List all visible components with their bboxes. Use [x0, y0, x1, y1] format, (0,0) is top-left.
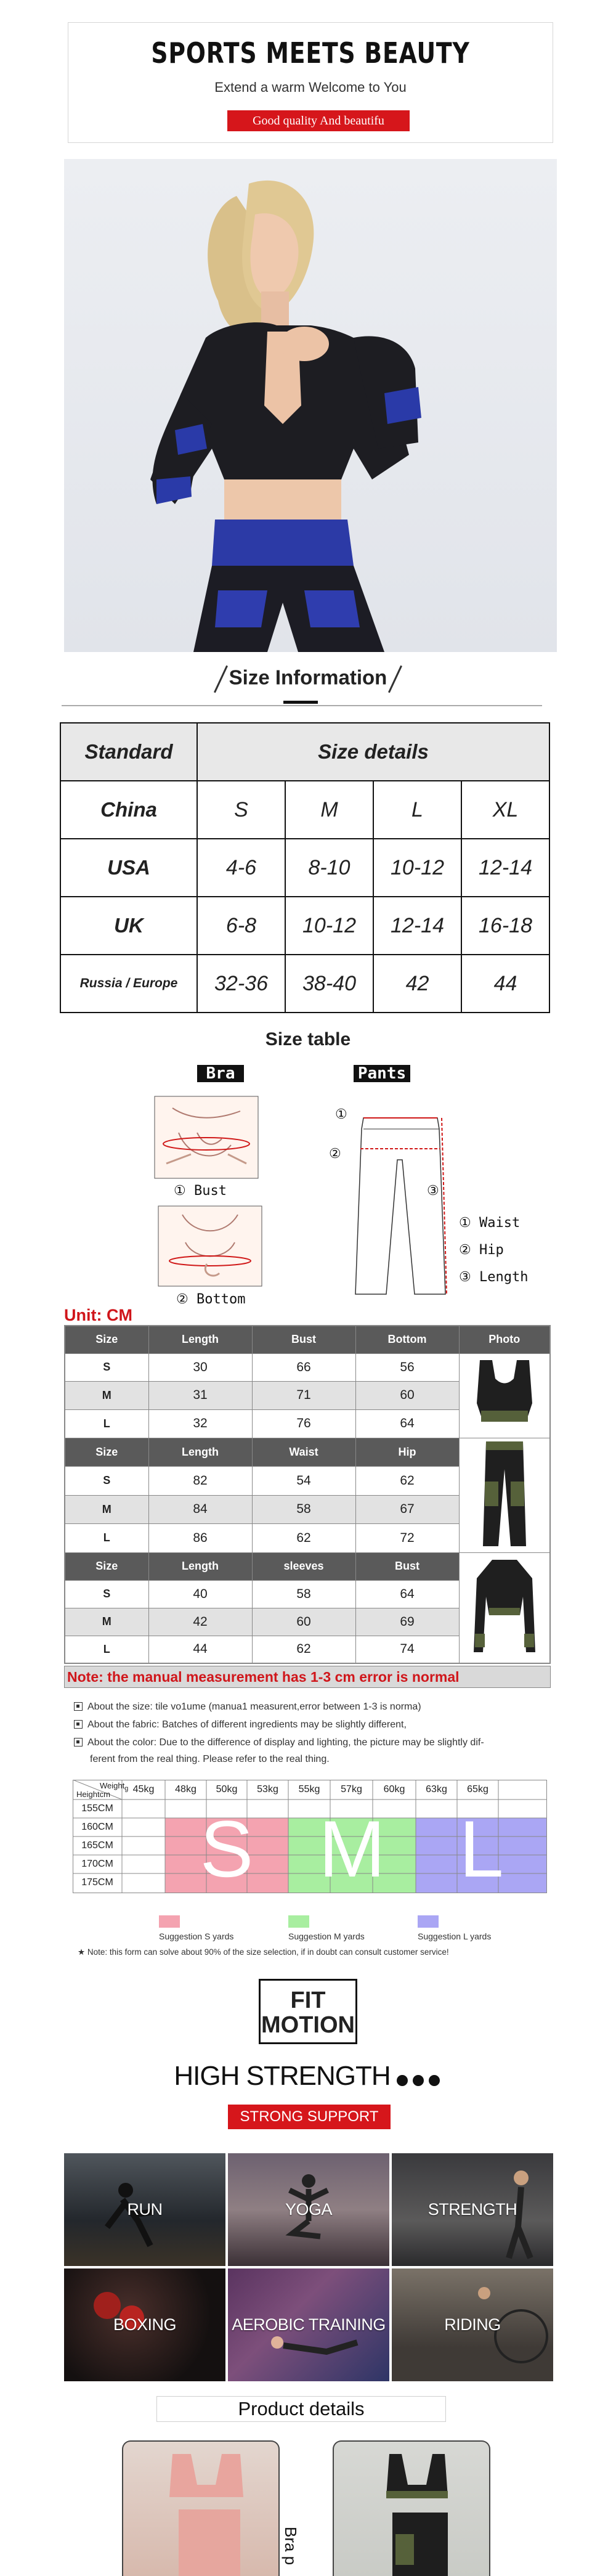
- height-row: 160CM: [81, 1822, 113, 1832]
- activity-tile-run: [64, 2153, 225, 2266]
- title-slash-right: [388, 666, 402, 693]
- size-info-title: [0, 664, 616, 694]
- header-subtitle: Extend a warm Welcome to You: [214, 79, 407, 95]
- table-cell: 12-14: [461, 839, 549, 897]
- weight-col: 60kg: [383, 1784, 405, 1795]
- row-label: China: [60, 781, 197, 839]
- table-cell: 82: [148, 1467, 252, 1496]
- table-cell: M: [285, 781, 373, 839]
- table-cell: M: [65, 1608, 148, 1636]
- table-cell: 42: [373, 955, 461, 1013]
- table-cell: L: [373, 781, 461, 839]
- activity-label: YOGA: [285, 2200, 333, 2219]
- about-fabric: [74, 1717, 407, 1733]
- green-outfit-illustration: [334, 2442, 490, 2576]
- activity-tile-yoga: [228, 2153, 389, 2266]
- table-cell: 30: [148, 1353, 252, 1382]
- table-cell: 56: [355, 1353, 459, 1382]
- hero-product-photo: [64, 159, 557, 652]
- checkbox-icon: [74, 1702, 83, 1711]
- title-underline: [283, 701, 318, 704]
- height-row: 155CM: [81, 1803, 113, 1814]
- weight-col: 55kg: [298, 1784, 320, 1795]
- table-cell: 16-18: [461, 897, 549, 955]
- legend-m-label: Suggestion M yards: [288, 1931, 365, 1941]
- high-strength-title: [0, 2061, 616, 2093]
- table-cell: 86: [148, 1524, 252, 1553]
- fit-motion-line1: FIT: [290, 1987, 326, 2013]
- weight-col: 53kg: [257, 1784, 278, 1795]
- size-m-letter: M: [318, 1804, 386, 1894]
- table-cell: S: [65, 1580, 148, 1608]
- table-cell: M: [65, 1495, 148, 1524]
- activity-label: BOXING: [113, 2315, 177, 2334]
- table-cell: L: [65, 1524, 148, 1553]
- bottom-label: ② Bottom: [176, 1292, 246, 1307]
- table-cell: 12-14: [373, 897, 461, 955]
- table-header: Bottom: [355, 1326, 459, 1353]
- about-text: Due to the difference of display and lighting, the picture may be slightly dif-: [159, 1737, 484, 1748]
- table-cell: 64: [355, 1409, 459, 1438]
- table-header: Size: [65, 1326, 148, 1353]
- about-label: About the size:: [87, 1702, 153, 1712]
- fit-motion-line2: MOTION: [261, 2012, 355, 2038]
- standard-size-table: [60, 722, 550, 1013]
- measurement-table: [64, 1325, 551, 1664]
- title-divider: [62, 705, 542, 706]
- height-row: 165CM: [81, 1840, 113, 1851]
- table-header-row: [65, 1552, 550, 1580]
- header-banner: [68, 22, 553, 143]
- table-cell: 4-6: [197, 839, 285, 897]
- pants-tag: Pants: [354, 1065, 410, 1082]
- weight-label: Weight: [100, 1781, 125, 1790]
- table-cell: 31: [148, 1382, 252, 1410]
- table-cell: 38-40: [285, 955, 373, 1013]
- bra-photo: [459, 1353, 550, 1438]
- weight-col: 57kg: [341, 1784, 362, 1795]
- table-header: Size: [65, 1438, 148, 1467]
- about-size: [74, 1699, 421, 1715]
- table-cell: 58: [252, 1495, 355, 1524]
- table-cell: 72: [355, 1524, 459, 1553]
- table-header: Length: [148, 1438, 252, 1467]
- table-row: [60, 897, 549, 955]
- hip-label: ② Hip: [459, 1242, 504, 1258]
- table-header: Standard: [60, 723, 197, 781]
- table-cell: 58: [252, 1580, 355, 1608]
- header-title: SPORTS MEETS BEAUTY: [151, 36, 470, 70]
- table-cell: 60: [252, 1608, 355, 1636]
- weight-unit: g: [124, 1785, 129, 1793]
- size-footnote: ★ Note: this form can solve about 90% of the size selection, if in doubt can consult customer service!: [78, 1947, 449, 1957]
- table-header: Hip: [355, 1438, 459, 1467]
- table-cell: 42: [148, 1608, 252, 1636]
- height-row: 170CM: [81, 1859, 113, 1869]
- table-cell: 54: [252, 1467, 355, 1496]
- pink-outfit-illustration: [123, 2442, 280, 2576]
- about-text: Batches of different ingredients may be slightly different,: [161, 1719, 407, 1730]
- table-cell: 32: [148, 1409, 252, 1438]
- table-cell: XL: [461, 781, 549, 839]
- table-cell: 69: [355, 1608, 459, 1636]
- table-row: [60, 723, 549, 781]
- size-table-title: Size table: [265, 1029, 351, 1050]
- table-cell: 76: [252, 1409, 355, 1438]
- checkbox-icon: [74, 1738, 83, 1747]
- row-label: Russia / Europe: [60, 955, 197, 1013]
- strong-support-badge: STRONG SUPPORT: [228, 2105, 391, 2129]
- unit-label: Unit: CM: [64, 1306, 132, 1324]
- size-l-letter: L: [459, 1804, 504, 1894]
- high-strength-text: HIGH STRENGTH: [174, 2061, 391, 2091]
- height-unit: cm: [99, 1790, 110, 1799]
- bottom-diagram: [158, 1205, 262, 1287]
- activity-tile-boxing: [64, 2268, 225, 2381]
- row-label: USA: [60, 839, 197, 897]
- table-header: Length: [148, 1552, 252, 1580]
- table-cell: 74: [355, 1636, 459, 1663]
- table-row: [60, 839, 549, 897]
- activity-tile-strength-training: [392, 2153, 553, 2266]
- table-cell: 71: [252, 1382, 355, 1410]
- table-cell: 64: [355, 1580, 459, 1608]
- table-header: Size details: [197, 723, 549, 781]
- table-cell: L: [65, 1636, 148, 1663]
- activity-label: RUN: [127, 2200, 163, 2219]
- table-cell: 62: [252, 1636, 355, 1663]
- about-color: [74, 1735, 484, 1751]
- table-row: [60, 955, 549, 1013]
- table-header: Waist: [252, 1438, 355, 1467]
- title-slash-left: [214, 666, 228, 693]
- weight-col: 45kg: [132, 1784, 155, 1795]
- legend-s-swatch: [159, 1915, 180, 1928]
- table-header-row: [65, 1438, 550, 1467]
- bra-tag: Bra: [197, 1065, 244, 1082]
- activity-tile-aerobic-training: [228, 2268, 389, 2381]
- table-cell: 10-12: [373, 839, 461, 897]
- weight-height-chart: [73, 1780, 547, 1909]
- about-color-cont: ferent from the real thing. Please refer to the real thing.: [90, 1754, 330, 1764]
- table-cell: 40: [148, 1580, 252, 1608]
- weight-col: 50kg: [216, 1784, 238, 1795]
- table-cell: M: [65, 1382, 148, 1410]
- activity-label: AEROBIC TRAINING: [232, 2315, 386, 2334]
- weight-col: 48kg: [175, 1784, 197, 1795]
- table-header: sleeves: [252, 1552, 355, 1580]
- num2-label: ②: [329, 1146, 341, 1162]
- pants-photo: [459, 1438, 550, 1552]
- num3-label: ③: [427, 1183, 439, 1199]
- dots-icon: [394, 2062, 442, 2093]
- table-header: Bust: [355, 1552, 459, 1580]
- measurement-note: Note: the manual measurement has 1-3 cm error is normal: [64, 1666, 551, 1688]
- table-header: Bust: [252, 1326, 355, 1353]
- table-cell: 67: [355, 1495, 459, 1524]
- legend-m-swatch: [288, 1915, 309, 1928]
- waist-label: ① Waist: [459, 1215, 521, 1231]
- table-header: Photo: [459, 1326, 550, 1353]
- about-label: About the fabric:: [87, 1719, 160, 1730]
- table-row: [65, 1353, 550, 1382]
- table-cell: 10-12: [285, 897, 373, 955]
- fit-motion-logo: [259, 1979, 357, 2044]
- table-cell: S: [65, 1353, 148, 1382]
- table-cell: S: [197, 781, 285, 839]
- weight-col: 63kg: [426, 1784, 447, 1795]
- table-cell: 66: [252, 1353, 355, 1382]
- height-header: [76, 1790, 110, 1799]
- product-detail-photo-pink: [122, 2440, 280, 2576]
- table-cell: 8-10: [285, 839, 373, 897]
- checkbox-icon: [74, 1720, 83, 1729]
- about-label: About the color:: [87, 1737, 157, 1748]
- row-label: UK: [60, 897, 197, 955]
- legend-l-swatch: [418, 1915, 439, 1928]
- length-label: ③ Length: [459, 1270, 529, 1285]
- about-text: tile vo1ume (manua1 measurent,error between 1-3 is norma): [155, 1702, 421, 1712]
- product-detail-vertical-label: Bra p: [282, 2527, 300, 2566]
- table-cell: 62: [355, 1467, 459, 1496]
- table-cell: 44: [461, 955, 549, 1013]
- weight-col: 65kg: [467, 1784, 488, 1795]
- size-s-letter: S: [200, 1804, 254, 1894]
- table-cell: S: [65, 1467, 148, 1496]
- legend-l-label: Suggestion L yards: [418, 1931, 492, 1941]
- table-cell: 32-36: [197, 955, 285, 1013]
- table-header: Size: [65, 1552, 148, 1580]
- legend-s-label: Suggestion S yards: [159, 1931, 234, 1941]
- height-row: 175CM: [81, 1877, 113, 1888]
- table-row: [60, 781, 549, 839]
- product-detail-photo-green: [333, 2440, 490, 2576]
- top-photo: [459, 1552, 550, 1663]
- bust-diagram: [154, 1096, 259, 1179]
- height-label: Height: [76, 1790, 100, 1799]
- num1-label: ①: [335, 1107, 347, 1122]
- activity-label: STRENGTH: [428, 2200, 517, 2219]
- pants-diagram: [348, 1111, 453, 1302]
- header-badge: Good quality And beautifu: [227, 110, 410, 131]
- table-cell: 6-8: [197, 897, 285, 955]
- table-header: Length: [148, 1326, 252, 1353]
- table-cell: 44: [148, 1636, 252, 1663]
- table-cell: 60: [355, 1382, 459, 1410]
- activity-tile-riding: [392, 2268, 553, 2381]
- activity-label: RIDING: [444, 2315, 501, 2334]
- size-info-title-text: Size Information: [229, 666, 387, 689]
- table-cell: 62: [252, 1524, 355, 1553]
- table-cell: L: [65, 1409, 148, 1438]
- table-header-row: [65, 1326, 550, 1353]
- bust-label: ① Bust: [174, 1183, 227, 1199]
- product-details-title: Product details: [156, 2396, 446, 2422]
- table-cell: 84: [148, 1495, 252, 1524]
